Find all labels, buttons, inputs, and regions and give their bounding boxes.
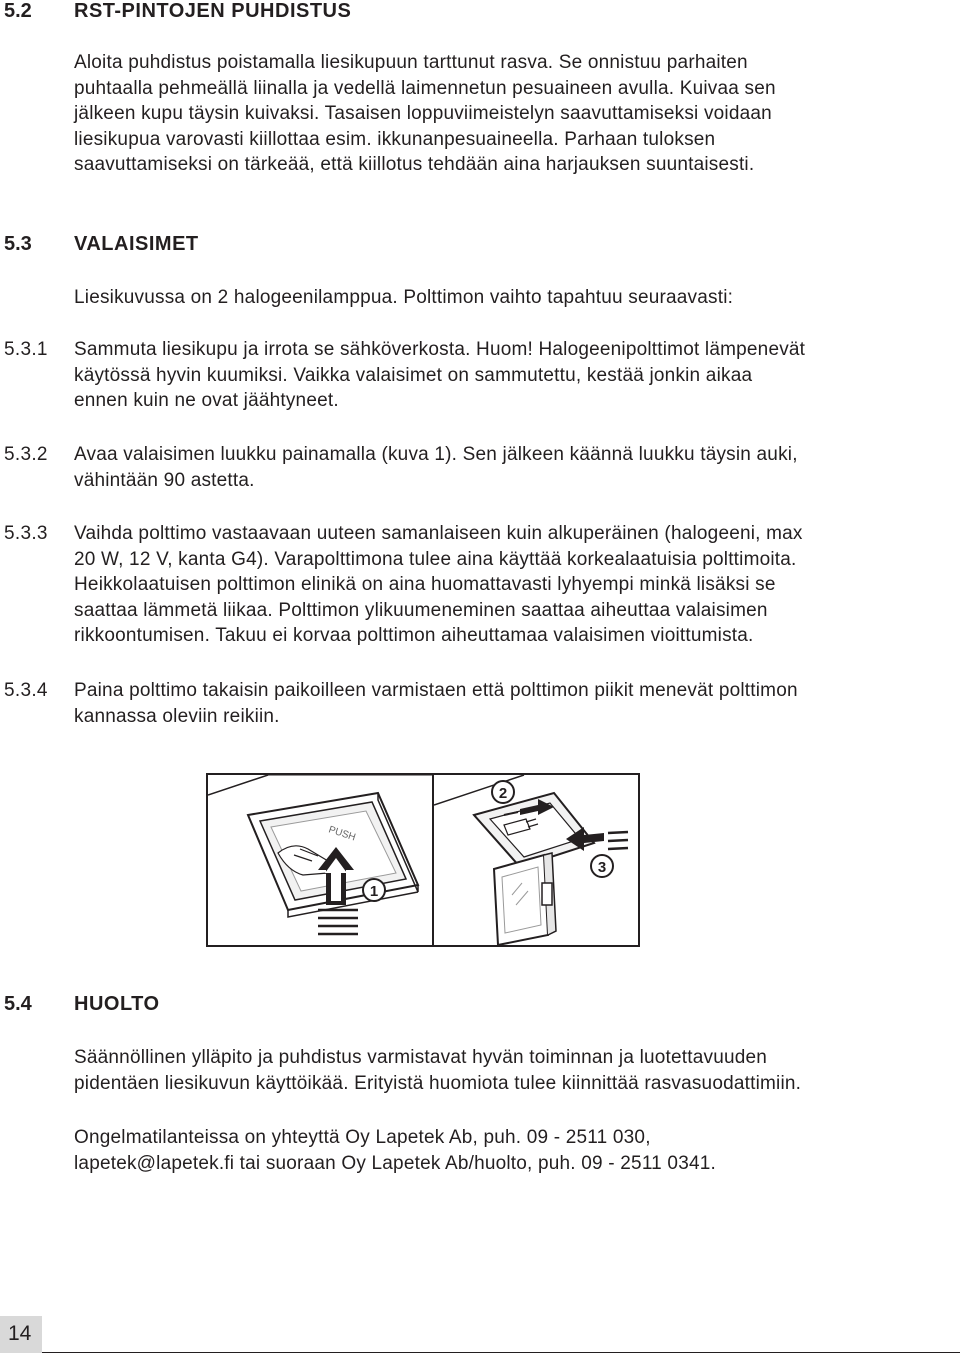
text-line: Avaa valaisimen luukku painamalla (kuva 1). Sen jälkeen käännä luukku täysin auki, <box>74 444 798 465</box>
section-number-5-4: 5.4 <box>4 993 32 1015</box>
text-line: Liesikuvussa on 2 halogeenilamppua. Polttimon vaihto tapahtuu seuraavasti: <box>74 287 734 308</box>
text-line: rikkoontumisen. Takuu ei korvaa polttimon aiheuttamaa valaisimen vioittumista. <box>74 625 754 647</box>
section-title-valaisimet: VALAISIMET <box>74 233 199 255</box>
text-line: Heikkolaatuisen polttimon elinikä on aina huomattavasti lyhyempi minkä lisäksi se <box>74 574 776 596</box>
callout-3-label: 3 <box>597 859 607 876</box>
text-line: 20 W, 12 V, kanta G4). Varapolttimona tulee aina käyttää korkealaatuisia polttimoita. <box>74 548 797 570</box>
callout-2-label: 2 <box>498 785 508 802</box>
push-label: PUSH <box>327 824 357 844</box>
section-title-rst: RST-PINTOJEN PUHDISTUS <box>74 0 352 22</box>
text-line: ennen kuin ne ovat jäähtyneet. <box>74 390 339 412</box>
text-line: Säännöllinen ylläpito ja puhdistus varmistavat hyvän toiminnan ja luotettavuuden <box>74 1047 768 1068</box>
text-line: Paina polttimo takaisin paikoilleen varmistaen että polttimon piikit menevät polttimon <box>74 680 798 701</box>
page-number: 14 <box>8 1322 32 1345</box>
text-line: vähintään 90 astetta. <box>74 469 255 491</box>
text-line: Vaihda polttimo vastaavaan uuteen samanlaiseen kuin alkuperäinen (halogeeni, max <box>74 523 803 544</box>
text-line: pidentäen liesikuvun käyttöikää. Erityistä huomiota tulee kiinnittää rasvasuodattimiin. <box>74 1072 802 1094</box>
step-5-3-2-text <box>74 442 798 493</box>
text-line: Sammuta liesikupu ja irrota se sähköverkosta. Huom! Halogeenipolttimot lämpenevät <box>74 339 806 360</box>
step-number-5-3-4: 5.3.4 <box>4 680 48 701</box>
text-line: käytössä hyvin kuumiksi. Vaikka valaisimet on sammutettu, kestää jonkin aikaa <box>74 364 753 386</box>
step-number-5-3-2: 5.3.2 <box>4 444 48 465</box>
text-line: lapetek@lapetek.fi tai suoraan Oy Lapetek Ab/huolto, puh. 09 - 2511 0341. <box>74 1152 716 1174</box>
text-line: liesikupua varovasti kiillottaa esim. ikkunanpesuaineella. Parhaan tuloksen <box>74 128 716 150</box>
callout-1-label: 1 <box>369 883 379 900</box>
figure-open-lamp-cover <box>432 773 640 947</box>
open-housing-illustration <box>474 793 594 945</box>
text-line: saattaa lämmetä liikaa. Polttimon ylikuumeneminen saattaa aiheuttaa valaisimen <box>74 599 768 621</box>
step-number-5-3-1: 5.3.1 <box>4 339 48 360</box>
section-number-5-2: 5.2 <box>4 0 32 22</box>
page-number-box <box>0 1316 42 1353</box>
section-5-4-paragraph-2 <box>74 1125 716 1176</box>
text-line: puhtaalla pehmeällä liinalla ja vedellä laimennetun pesuaineen avulla. Kuivaa sen <box>74 77 776 99</box>
section-5-2-paragraph <box>74 50 776 178</box>
text-line: Aloita puhdistus poistamalla liesikupuun tarttunut rasva. Se onnistuu parhaiten <box>74 52 748 73</box>
text-line: jälkeen kupu täysin kuivaksi. Tasaisen loppuviimeistelyn saavuttamiseksi voidaan <box>74 103 772 125</box>
section-number-5-3: 5.3 <box>4 233 32 255</box>
motion-lines <box>318 910 358 934</box>
text-line: saavuttamiseksi on tärkeää, että kiillotus tehdään aina harjauksen suuntaisesti. <box>74 154 755 176</box>
text-line: kannassa oleviin reikiin. <box>74 705 280 727</box>
step-5-3-1-text <box>74 337 805 414</box>
step-5-3-3-text <box>74 521 803 649</box>
text-line: Ongelmatilanteissa on yhteyttä Oy Lapetek Ab, puh. 09 - 2511 030, <box>74 1127 651 1148</box>
step-5-3-4-text <box>74 678 798 729</box>
section-5-4-paragraph-1 <box>74 1045 801 1096</box>
section-title-huolto: HUOLTO <box>74 993 160 1015</box>
step-number-5-3-3: 5.3.3 <box>4 523 48 544</box>
section-5-3-intro <box>74 285 733 311</box>
